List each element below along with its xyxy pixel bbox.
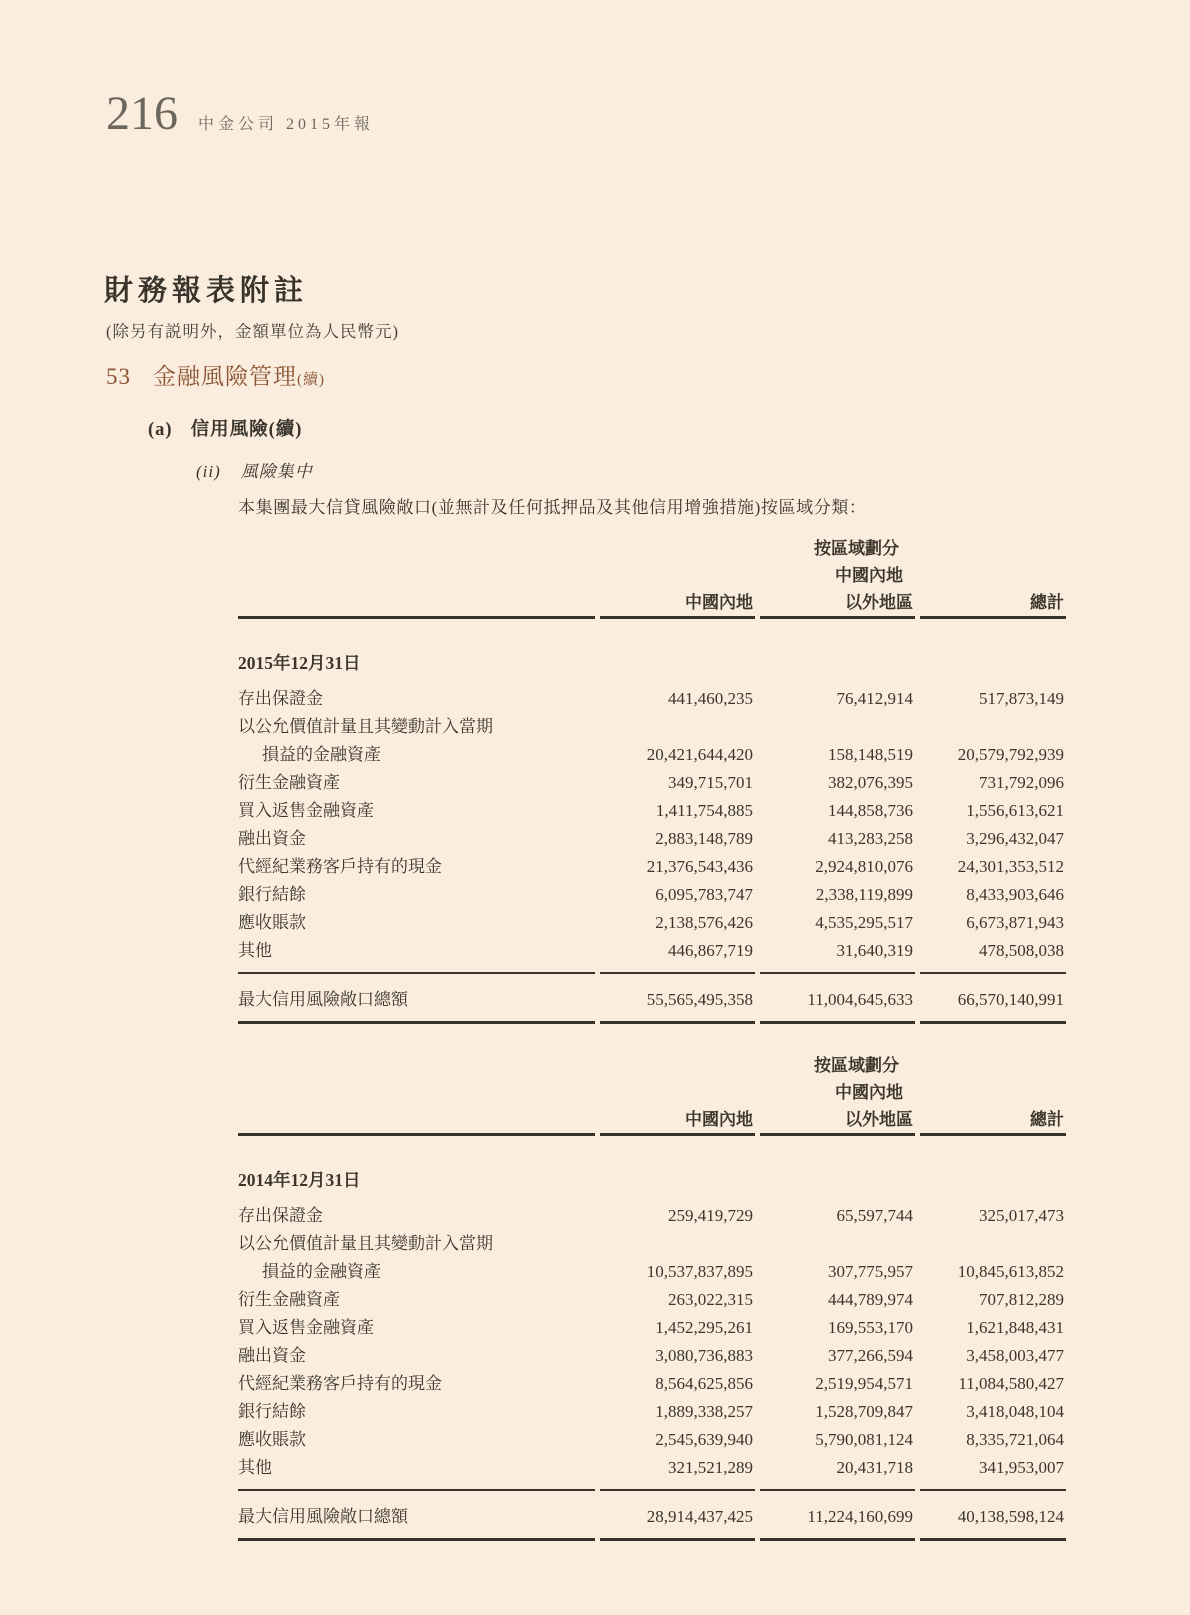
value-total: 325,017,473 bbox=[979, 1206, 1064, 1225]
header-col-outside-line1: 中國內地 bbox=[835, 1083, 903, 1102]
row-label: 損益的金融資產 bbox=[262, 745, 381, 764]
total-value-mainland-china: 55,565,495,358 bbox=[600, 974, 755, 1024]
header-col-outside-line2: 以外地區 bbox=[760, 589, 915, 619]
subsection-ii-heading bbox=[196, 457, 313, 482]
table-row bbox=[238, 853, 1066, 881]
table-row bbox=[238, 937, 1066, 974]
row-label: 代經紀業務客戶持有的現金 bbox=[238, 857, 442, 876]
table-row bbox=[238, 685, 1066, 713]
value-outside-mainland: 158,148,519 bbox=[828, 745, 913, 764]
value-outside-mainland: 377,266,594 bbox=[828, 1346, 913, 1365]
value-outside-mainland: 2,924,810,076 bbox=[815, 857, 913, 876]
row-label: 其他 bbox=[238, 937, 595, 974]
subsection-a-heading bbox=[148, 415, 302, 441]
table-row bbox=[238, 797, 1066, 825]
value-mainland-china: 2,138,576,426 bbox=[655, 913, 753, 932]
row-label: 買入返售金融資產 bbox=[238, 801, 374, 820]
page-header bbox=[106, 88, 374, 141]
value-total: 517,873,149 bbox=[979, 689, 1064, 708]
value-mainland-china: 8,564,625,856 bbox=[655, 1374, 753, 1393]
value-mainland-china: 21,376,543,436 bbox=[646, 857, 753, 876]
value-mainland-china: 259,419,729 bbox=[668, 1206, 753, 1225]
total-row-label: 最大信用風險敞口總額 bbox=[238, 1491, 595, 1541]
table-header bbox=[238, 1052, 1066, 1136]
total-value-total: 66,570,140,991 bbox=[920, 974, 1066, 1024]
table-row bbox=[238, 1426, 1066, 1454]
table-row bbox=[238, 1258, 1066, 1286]
value-outside-mainland bbox=[760, 713, 915, 741]
header-subline-row bbox=[238, 1079, 1066, 1106]
table-intro-text: 本集團最大信貸風險敞口(並無計及任何抵押品及其他信用增強措施)按區域分類： bbox=[238, 498, 867, 517]
row-label: 銀行結餘 bbox=[238, 885, 306, 904]
value-total: 3,458,003,477 bbox=[966, 1346, 1064, 1365]
date-label: 2014年12月31日 bbox=[238, 1170, 361, 1190]
currency-unit-note: (除另有説明外，金額單位為人民幣元) bbox=[106, 322, 399, 341]
header-group-label: 按區域劃分 bbox=[814, 1056, 899, 1075]
row-label: 應收賬款 bbox=[238, 913, 306, 932]
value-total: 1,621,848,431 bbox=[966, 1318, 1064, 1337]
value-total: 3,418,048,104 bbox=[966, 1402, 1064, 1421]
document-title: 財務報表附註 bbox=[104, 275, 309, 307]
table-row bbox=[238, 1314, 1066, 1342]
value-mainland-china: 3,080,736,883 bbox=[655, 1346, 753, 1365]
section-53-heading bbox=[106, 358, 325, 391]
value-mainland-china: 349,715,701 bbox=[668, 773, 753, 792]
header-group-row bbox=[238, 1052, 1066, 1079]
value-outside-mainland: 2,338,119,899 bbox=[815, 885, 913, 904]
value-mainland-china: 1,452,295,261 bbox=[655, 1318, 753, 1337]
total-value-total: 40,138,598,124 bbox=[920, 1491, 1066, 1541]
table-row bbox=[238, 1398, 1066, 1426]
date-row bbox=[238, 1136, 1066, 1202]
row-label: 以公允價值計量且其變動計入當期 bbox=[238, 717, 493, 736]
row-label: 融出資金 bbox=[238, 1346, 306, 1365]
value-mainland-china: 441,460,235 bbox=[668, 689, 753, 708]
value-outside-mainland: 444,789,974 bbox=[828, 1290, 913, 1309]
header-subline-row bbox=[238, 562, 1066, 589]
total-value-outside-mainland: 11,224,160,699 bbox=[760, 1491, 915, 1541]
row-label: 損益的金融資產 bbox=[262, 1262, 381, 1281]
header-group-row bbox=[238, 535, 1066, 562]
table-row bbox=[238, 825, 1066, 853]
header-group-label: 按區域劃分 bbox=[814, 539, 899, 558]
value-total: 707,812,289 bbox=[979, 1290, 1064, 1309]
row-label: 存出保證金 bbox=[238, 689, 323, 708]
table-row bbox=[238, 1454, 1066, 1491]
table-row bbox=[238, 1342, 1066, 1370]
value-total: 20,579,792,939 bbox=[957, 745, 1064, 764]
value-total: 3,296,432,047 bbox=[966, 829, 1064, 848]
row-label: 衍生金融資產 bbox=[238, 1290, 340, 1309]
value-mainland-china: 263,022,315 bbox=[668, 1290, 753, 1309]
row-label: 買入返售金融資產 bbox=[238, 1318, 374, 1337]
value-mainland-china bbox=[600, 1230, 755, 1258]
value-mainland-china: 446,867,719 bbox=[600, 937, 755, 974]
value-outside-mainland: 31,640,319 bbox=[760, 937, 915, 974]
total-value-outside-mainland: 11,004,645,633 bbox=[760, 974, 915, 1024]
credit-risk-tables bbox=[238, 535, 1071, 1541]
value-outside-mainland: 169,553,170 bbox=[828, 1318, 913, 1337]
value-outside-mainland: 20,431,718 bbox=[760, 1454, 915, 1491]
total-row-label: 最大信用風險敞口總額 bbox=[238, 974, 595, 1024]
value-total: 341,953,007 bbox=[920, 1454, 1066, 1491]
credit-risk-table-2015 bbox=[233, 535, 1071, 1024]
subsection-ii-title: 風險集中 bbox=[240, 462, 313, 481]
value-total bbox=[920, 1230, 1066, 1258]
header-col-mainland: 中國內地 bbox=[600, 589, 755, 619]
value-outside-mainland: 76,412,914 bbox=[836, 689, 913, 708]
row-label: 融出資金 bbox=[238, 829, 306, 848]
report-name: 中金公司 2015年報 bbox=[198, 116, 375, 133]
total-value-mainland-china: 28,914,437,425 bbox=[600, 1491, 755, 1541]
row-label: 以公允價值計量且其變動計入當期 bbox=[238, 1234, 493, 1253]
header-col-total: 總計 bbox=[920, 589, 1066, 619]
value-total: 8,433,903,646 bbox=[966, 885, 1064, 904]
value-outside-mainland: 382,076,395 bbox=[828, 773, 913, 792]
subsection-a-title: 信用風險(續) bbox=[190, 420, 303, 440]
header-col-outside-line1: 中國內地 bbox=[835, 566, 903, 585]
table-row bbox=[238, 713, 1066, 741]
table-body bbox=[238, 1136, 1066, 1541]
value-outside-mainland: 4,535,295,517 bbox=[815, 913, 913, 932]
value-mainland-china: 2,545,639,940 bbox=[655, 1430, 753, 1449]
value-mainland-china: 6,095,783,747 bbox=[655, 885, 753, 904]
section-continued-suffix: (續) bbox=[297, 372, 325, 388]
value-outside-mainland bbox=[760, 1230, 915, 1258]
credit-risk-table-2014 bbox=[233, 1052, 1071, 1541]
value-total bbox=[920, 713, 1066, 741]
header-col-mainland: 中國內地 bbox=[600, 1106, 755, 1136]
header-col-total: 總計 bbox=[920, 1106, 1066, 1136]
table-row bbox=[238, 1286, 1066, 1314]
row-label: 其他 bbox=[238, 1454, 595, 1491]
subsection-ii-label: (ii) bbox=[196, 462, 221, 481]
row-label: 代經紀業務客戶持有的現金 bbox=[238, 1374, 442, 1393]
value-mainland-china bbox=[600, 713, 755, 741]
value-total: 731,792,096 bbox=[979, 773, 1064, 792]
total-row bbox=[238, 974, 1066, 1024]
table-row bbox=[238, 1230, 1066, 1258]
table-header bbox=[238, 535, 1066, 619]
date-label: 2015年12月31日 bbox=[238, 653, 361, 673]
table-row bbox=[238, 881, 1066, 909]
value-mainland-china: 10,537,837,895 bbox=[646, 1262, 753, 1281]
table-row bbox=[238, 1370, 1066, 1398]
value-mainland-china: 2,883,148,789 bbox=[655, 829, 753, 848]
table-body bbox=[238, 619, 1066, 1024]
value-mainland-china: 321,521,289 bbox=[600, 1454, 755, 1491]
value-total: 8,335,721,064 bbox=[966, 1430, 1064, 1449]
subsection-a-label: (a) bbox=[148, 420, 173, 440]
date-row bbox=[238, 619, 1066, 685]
table-row bbox=[238, 769, 1066, 797]
value-outside-mainland: 144,858,736 bbox=[828, 801, 913, 820]
value-outside-mainland: 65,597,744 bbox=[836, 1206, 913, 1225]
value-outside-mainland: 307,775,957 bbox=[828, 1262, 913, 1281]
row-label: 應收賬款 bbox=[238, 1430, 306, 1449]
total-row bbox=[238, 1491, 1066, 1541]
table-row bbox=[238, 1202, 1066, 1230]
value-outside-mainland: 2,519,954,571 bbox=[815, 1374, 913, 1393]
value-outside-mainland: 5,790,081,124 bbox=[815, 1430, 913, 1449]
header-col-outside-line2: 以外地區 bbox=[760, 1106, 915, 1136]
header-columns-row bbox=[238, 589, 1066, 619]
table-row bbox=[238, 909, 1066, 937]
section-title: 金融風險管理 bbox=[153, 364, 297, 389]
row-label: 衍生金融資產 bbox=[238, 773, 340, 792]
value-mainland-china: 20,421,644,420 bbox=[646, 745, 753, 764]
page-number: 216 bbox=[106, 87, 178, 140]
row-label: 存出保證金 bbox=[238, 1206, 323, 1225]
value-mainland-china: 1,889,338,257 bbox=[655, 1402, 753, 1421]
value-total: 11,084,580,427 bbox=[958, 1374, 1064, 1393]
value-total: 24,301,353,512 bbox=[957, 857, 1064, 876]
value-total: 478,508,038 bbox=[920, 937, 1066, 974]
value-total: 1,556,613,621 bbox=[966, 801, 1064, 820]
section-number: 53 bbox=[106, 364, 131, 389]
value-outside-mainland: 1,528,709,847 bbox=[815, 1402, 913, 1421]
table-row bbox=[238, 741, 1066, 769]
value-outside-mainland: 413,283,258 bbox=[828, 829, 913, 848]
value-mainland-china: 1,411,754,885 bbox=[655, 801, 753, 820]
header-columns-row bbox=[238, 1106, 1066, 1136]
value-total: 6,673,871,943 bbox=[966, 913, 1064, 932]
row-label: 銀行結餘 bbox=[238, 1402, 306, 1421]
value-total: 10,845,613,852 bbox=[957, 1262, 1064, 1281]
